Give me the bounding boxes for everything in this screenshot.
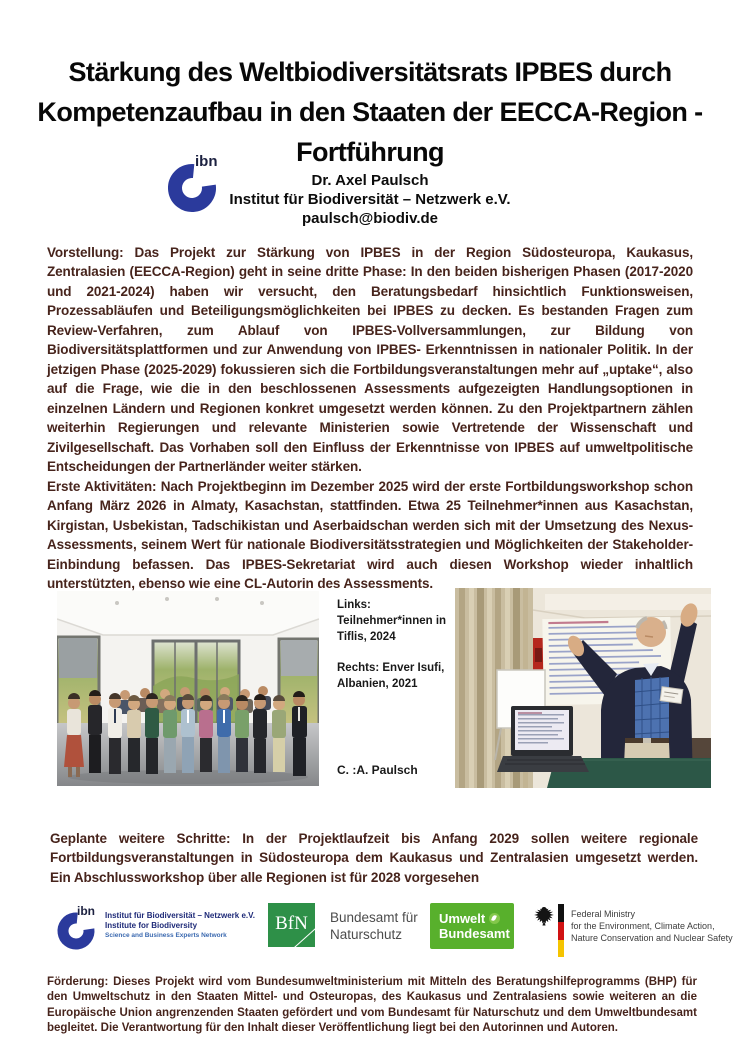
ibn-footer-icon	[55, 902, 103, 954]
ministry-line1: Federal Ministry	[571, 909, 636, 919]
uba-leaf-icon	[489, 913, 500, 924]
bfn-logo	[268, 903, 428, 949]
group-photo-illustration	[57, 591, 319, 786]
bfn-abbr: BfN	[275, 913, 308, 934]
funding-note: Förderung: Dieses Projekt wird vom Bundesumweltministerium mit Mitteln des Beratungshilfeprogramms (BHP) für den Umweltschutz in den Staaten Mittel- und Osteuropas, des Kaukasus und Zentralasiens sowie weiteren an die Europäische Union angrenzenden Staaten gefördert und vom Bundesamt für Naturschutz und dem Umweltbundesamt begleitet. Die Verantwortung für den Inhalt dieser Veröffentlichung liegt bei den Autorinnen und Autoren.	[47, 975, 697, 1034]
ibn-footer-line3: Science and Business Experts Network	[105, 932, 227, 939]
ceiling	[57, 591, 319, 635]
title-line-2: Kompetenzaufbau in den Staaten der EECCA-Region -	[37, 97, 703, 127]
photo-captions	[337, 597, 457, 692]
ministry-line2: for the Environment, Climate Action,	[571, 921, 715, 931]
bfn-line2: Naturschutz	[330, 926, 403, 942]
author-institute: Institut für Biodiversität – Netzwerk e.V.	[229, 191, 511, 208]
paragraph-vorstellung: Vorstellung: Das Projekt zur Stärkung von IPBES in der Region Südosteuropa, Kaukasus, Zentralasien (EECCA-Region) geht in seine dritte Phase: In den beiden bisherigen Phasen (2017-2020 und 2021-2024) haben wir versucht, den Beratungsbedarf hinsichtlich Funktionsweisen, Prozessabläufen und Beteiligungsmöglichkeiten bei IPBES zu decken. Es bestanden Fragen zum Review-Verfahren, zum Ablauf von IPBES-Vollversammlungen, zur Bildung von Biodiversitätsplattformen und zur Anwendung von IPBES- Erkenntnissen in nationaler Politik. In der jetzigen Phase (2025-2029) fokussieren sich die Fortbildungsveranstaltungen mehr auf „uptake“, also auf die Frage, wie die in den beschlossenen Assessments aufgezeigten Handlungsoptionen in einzelnen Ländern und Regionen konkret umgesetzt werden können. Zu den Projektpartnern zählen weiterhin Regierungen und relevante Ministerien sowie Vertretende der Wissenschaft und Zivilgesellschaft. Das Vorhaben soll den Einfluss der Erkenntnisse von IPBES auf umweltpolitische Entscheidungen der Partnerländer weiter stärken.	[47, 244, 693, 474]
uba-line2: Bundesamt	[439, 926, 510, 941]
presentation-illustration	[455, 588, 711, 788]
svg-text:ibn: ibn	[195, 153, 218, 170]
caption-right-line: Albanien, 2021	[337, 678, 418, 690]
uba-line1: Umwelt	[439, 911, 486, 926]
federal-eagle-icon	[532, 905, 556, 933]
caption-left-line: Links:	[337, 599, 371, 611]
bfn-logo-icon	[268, 903, 315, 947]
title-line-1: Stärkung des Weltbiodiversitätsrats IPBES durch	[68, 57, 672, 87]
paragraph-erste-aktivitaeten: Erste Aktivitäten: Nach Projektbeginn im Dezember 2025 wird der erste Fortbildungsworkshop schon Anfang März 2026 in Almaty, Kasachstan, stattfinden. Etwa 25 Teilnehmer*innen aus Kasachstan, Kirgistan, Usbekistan, Tadschikistan und Aserbaidschan werden sich mit der Umsetzung des Nexus-Assessments, seinem Wert für nationale Biodiversitätsstrategien und Möglichkeiten der Stakeholder-Einbindung befassen. Das IPBES-Sekretariat wird auch diesen Workshop wieder inhaltlich unterstützten, ebenso wie eine CL-Autorin des Assessments.	[47, 478, 693, 591]
author-block	[0, 171, 740, 228]
photo-credit: C. :A. Paulsch	[337, 763, 418, 777]
group-photo-tiflis	[57, 591, 319, 786]
title-line-3: Fortführung	[296, 137, 444, 167]
page-title	[0, 52, 740, 172]
author-name: Dr. Axel Paulsch	[311, 172, 429, 189]
caption-left-line: Tiflis, 2024	[337, 631, 396, 643]
ibn-footer-line1: Institut für Biodiversität – Netzwerk e.V.	[105, 911, 255, 920]
name-tag	[660, 687, 683, 704]
ibn-footer-line2: Institute for Biodiversity	[105, 921, 198, 930]
presentation-photo-albania	[455, 588, 711, 788]
german-flag-bar	[558, 904, 564, 957]
albanian-flag	[533, 638, 544, 674]
ibn-footer-logo	[55, 900, 255, 956]
paragraph-geplante-schritte: Geplante weitere Schritte: In der Projektlaufzeit bis Anfang 2029 sollen weitere regionale Fortbildungsveranstaltungen in Südosteuropa dem Kaukasus und Zentralasien umgesetzt werden. Ein Abschlussworkshop über alle Regionen ist für 2028 vorgesehen	[50, 830, 698, 885]
bfn-line1: Bundesamt für	[330, 910, 418, 925]
svg-text:ibn: ibn	[77, 904, 95, 918]
federal-ministry-logo	[532, 902, 732, 960]
uba-logo	[430, 903, 514, 949]
ministry-line3: Nature Conservation and Nuclear Safety	[571, 933, 733, 943]
caption-right-line: Rechts: Enver Isufi,	[337, 662, 445, 674]
author-email: paulsch@biodiv.de	[301, 210, 439, 227]
caption-left-line: Teilnehmer*innen in	[337, 615, 447, 627]
